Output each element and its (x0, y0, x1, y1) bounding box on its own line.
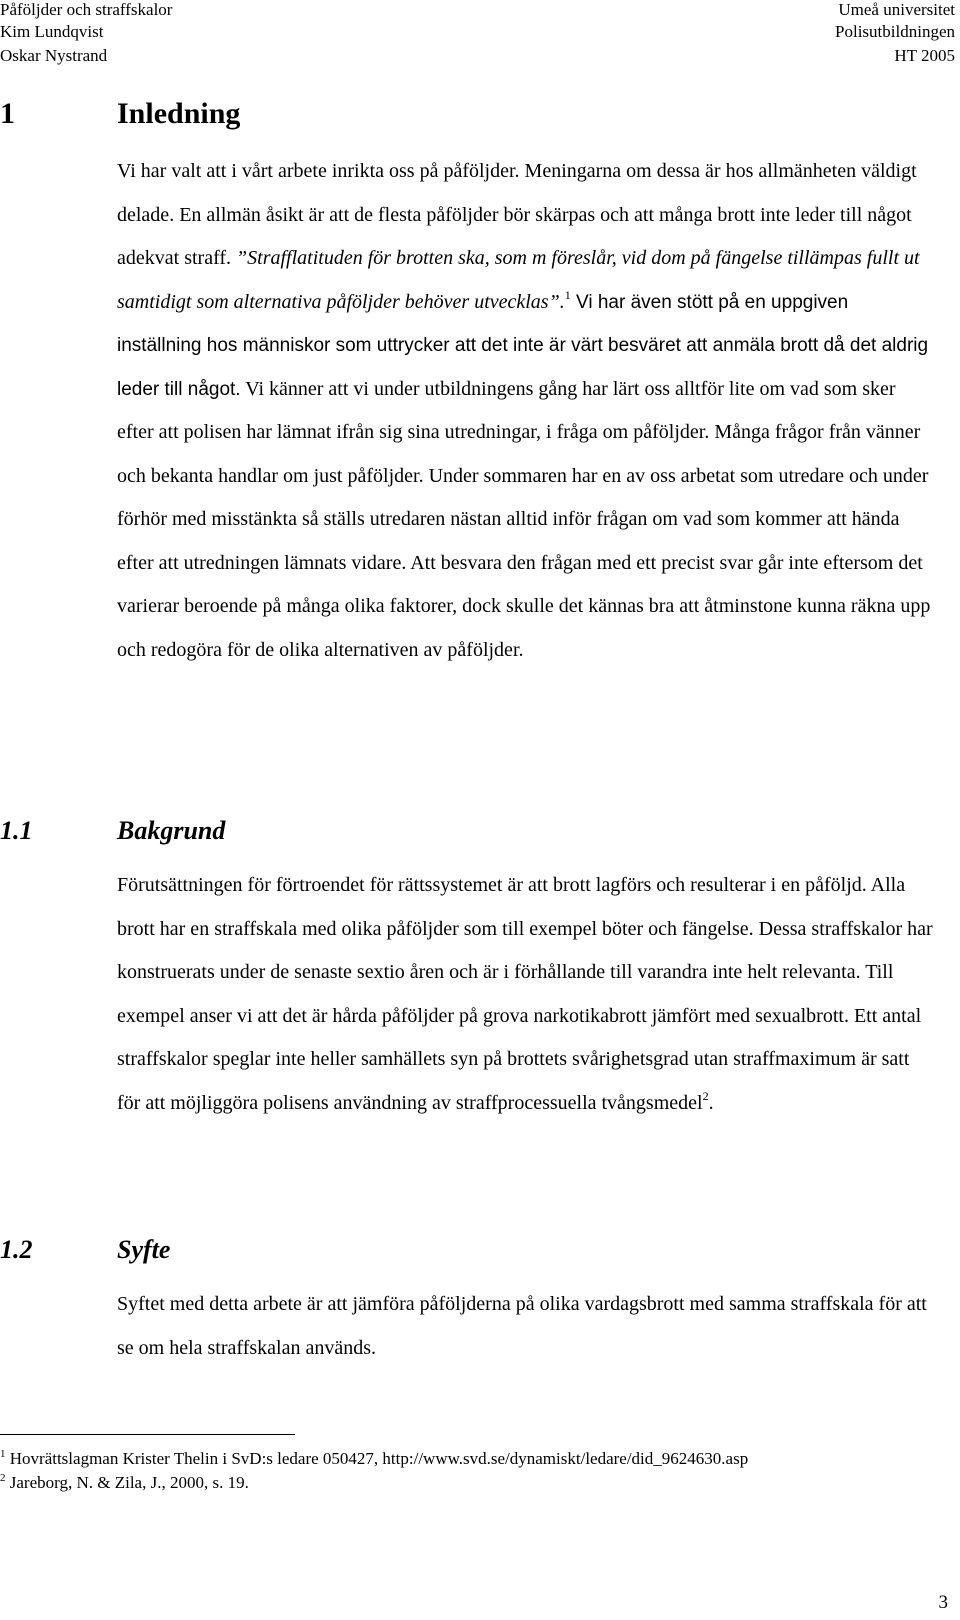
footnote-text-1: Hovrättslagman Krister Thelin i SvD:s ledare 050427, http://www.svd.se/dynamiskt/ledare/did_9624630.asp (5, 1449, 749, 1468)
bakgrund-text: Förutsättningen för förtroendet för rättssystemet är att brott lagförs och resulterar i en påföljd. Alla brott har en straffskala med olika påföljder som till exempel böter och fängelse. Dessa straffskalor har konstruerats under de senaste sextio åren och är i förhållande till varandra inte helt relevanta. Till exempel anser vi att det är hårda påföljder på grova narkotikabrott jämfört med sexualbrott. Ett antal straffskalor speglar inte heller samhällets syn på brottets svårighetsgrad utan straffmaximum är satt för att möjliggöra polisens användning av straffprocessuella tvångsmedel (117, 874, 933, 1114)
header-university: Umeå universitet (838, 0, 955, 19)
section-number: 1 (0, 97, 15, 130)
subsection-title-syfte: Syfte (117, 1235, 171, 1264)
footnote-2 (0, 1472, 249, 1494)
header-program: Polisutbildningen (835, 22, 955, 41)
section-title: Inledning (117, 97, 241, 130)
header-author-2: Oskar Nystrand (0, 46, 108, 65)
page-number: 3 (938, 1592, 948, 1613)
header-term: HT 2005 (894, 46, 955, 65)
footnote-1 (0, 1448, 748, 1470)
header-author-1: Kim Lundqvist (0, 22, 104, 41)
syfte-text: Syftet med detta arbete är att jämföra påföljderna på olika vardagsbrott med samma straffskala för att se om hela straffskalan används. (117, 1293, 927, 1359)
bakgrund-paragraph (117, 864, 937, 1125)
intro-paragraph (117, 150, 937, 672)
footnote-mark-1: 1 (0, 1448, 6, 1460)
syfte-paragraph (117, 1283, 937, 1370)
header-course-title: Påföljder och straffskalor (0, 0, 173, 19)
subsection-title-bakgrund: Bakgrund (117, 816, 226, 845)
subsection-number-syfte: 1.2 (0, 1235, 33, 1264)
footnote-separator (0, 1434, 295, 1435)
intro-text-c: Vi känner att vi under utbildningens gång har lärt oss alltför lite om vad som sker efter att polisen har lämnat ifrån sig sina utredningar, i fråga om påföljder. Många frågor från vänner och bekanta handlar om just påföljder. Under sommaren har en av oss arbetat som utredare och under förhör med misstänkta så ställs utredaren nästan alltid inför frågan om vad som kommer att hända efter att utredningen lämnats vidare. Att besvara den frågan med ett precist svar går inte eftersom det varierar beroende på många olika faktorer, dock skulle det kännas bra att åtminstone kunna räkna upp och redogöra för de olika alternativen av påföljder. (117, 377, 931, 661)
subsection-number-bakgrund: 1.1 (0, 816, 33, 845)
footnote-mark-2: 2 (0, 1472, 6, 1484)
bakgrund-end: . (708, 1091, 714, 1114)
footnote-ref-2: 2 (702, 1088, 709, 1103)
intro-text-b: Vi har även stött på en uppgiven inställning hos människor som uttrycker att det inte är värt besväret att anmäla brott då det aldrig leder till något. (117, 291, 929, 400)
footnote-text-2: Jareborg, N. & Zila, J., 2000, s. 19. (5, 1473, 249, 1492)
footnote-ref-1: 1 (564, 287, 571, 302)
intro-quote: ”Strafflatituden för brotten ska, som m föreslår, vid dom på fängelse tillämpas fullt ut samtidigt som alternativa påföljder behöver utvecklas”. (117, 247, 920, 313)
intro-text-a: Vi har valt att i vårt arbete inrikta oss på påföljder. Meningarna om dessa är hos allmänheten väldigt delade. En allmän åsikt är att de flesta påföljder bör skärpas och att många brott inte leder till något adekvat straff. (117, 160, 917, 269)
